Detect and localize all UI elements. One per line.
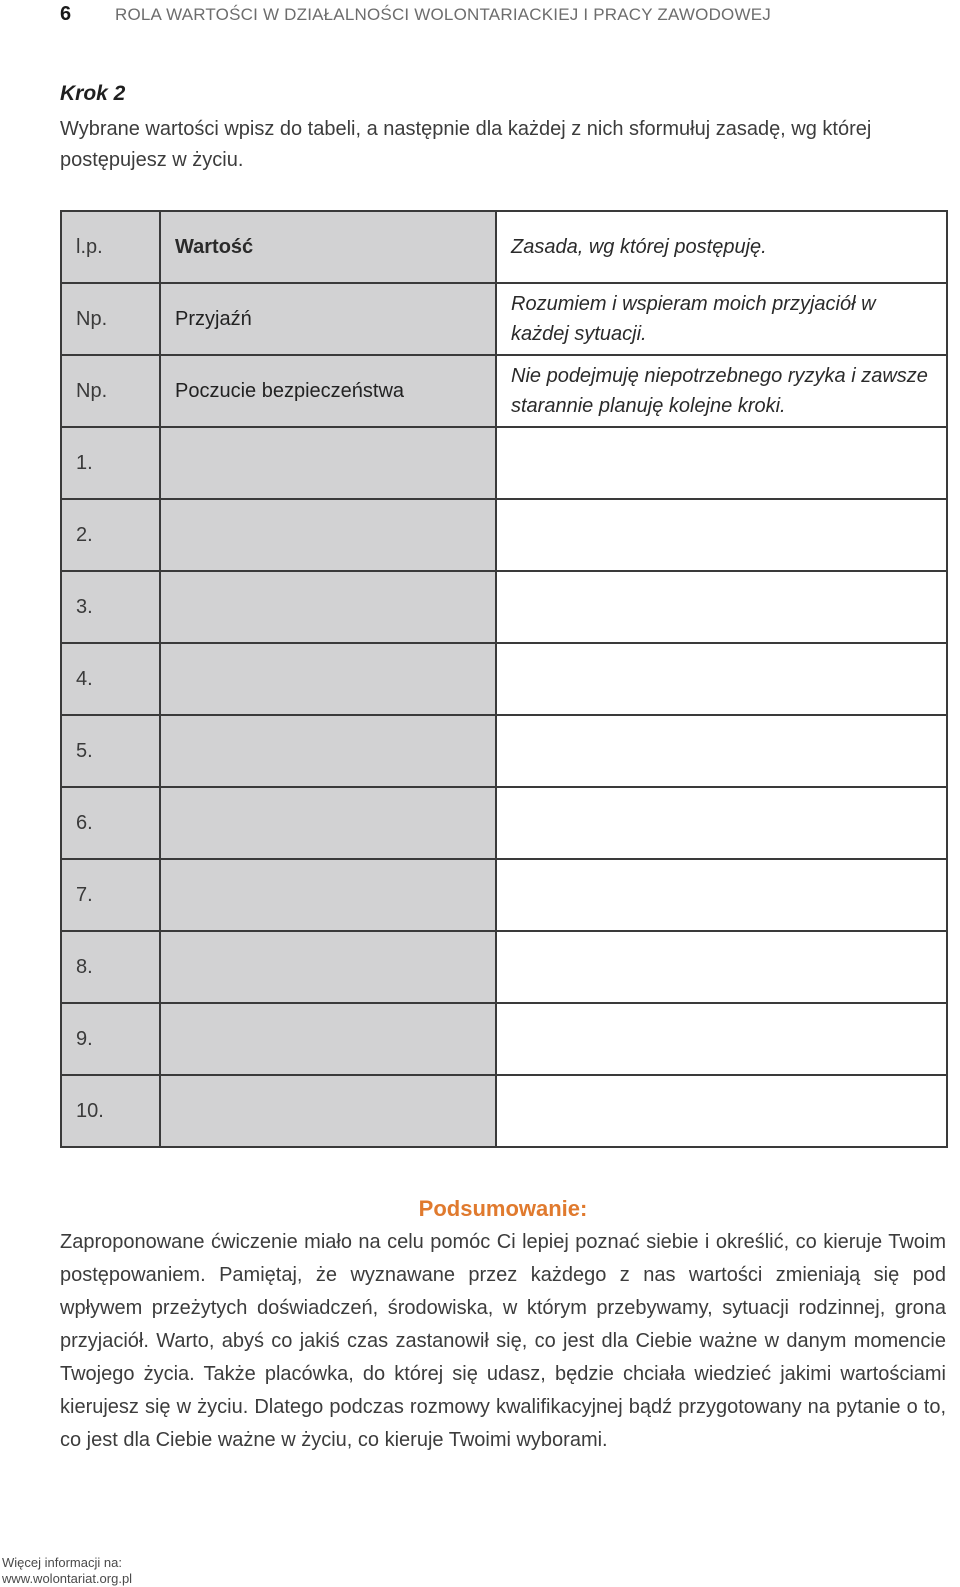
row-number: 9.: [61, 1003, 160, 1075]
table-row: [61, 787, 947, 859]
step-title: Krok 2: [60, 82, 126, 105]
row-number: 7.: [61, 859, 160, 931]
footer-label: Więcej informacji na:: [2, 1555, 122, 1570]
example-rule: Rozumiem i wspieram moich przyjaciół w każdej sytuacji.: [496, 283, 947, 355]
rule-cell[interactable]: [496, 1003, 947, 1075]
page-header: [60, 3, 940, 27]
rule-cell[interactable]: [496, 1075, 947, 1147]
value-cell[interactable]: [160, 859, 496, 931]
summary-title: Podsumowanie:: [418, 1196, 588, 1221]
example-row: [61, 355, 947, 427]
page-number: 6: [60, 3, 72, 25]
rule-cell[interactable]: [496, 931, 947, 1003]
row-number: 2.: [61, 499, 160, 571]
row-number: 1.: [61, 427, 160, 499]
value-cell[interactable]: [160, 643, 496, 715]
example-lp: Np.: [61, 283, 160, 355]
rule-cell[interactable]: [496, 715, 947, 787]
example-value: Przyjaźń: [160, 283, 496, 355]
running-header-title: ROLA WARTOŚCI W DZIAŁALNOŚCI WOLONTARIACKIEJ I PRACY ZAWODOWEJ: [115, 5, 771, 24]
example-value: Poczucie bezpieczeństwa: [160, 355, 496, 427]
value-cell[interactable]: [160, 787, 496, 859]
value-cell[interactable]: [160, 499, 496, 571]
table-row: [61, 859, 947, 931]
rule-cell[interactable]: [496, 571, 947, 643]
table-row: [61, 499, 947, 571]
rule-cell[interactable]: [496, 499, 947, 571]
value-cell[interactable]: [160, 1075, 496, 1147]
value-cell[interactable]: [160, 931, 496, 1003]
example-row: [61, 283, 947, 355]
table-row: [61, 931, 947, 1003]
footer-link[interactable]: www.wolontariat.org.pl: [2, 1571, 133, 1586]
row-number: 10.: [61, 1075, 160, 1147]
table-row: [61, 427, 947, 499]
row-number: 6.: [61, 787, 160, 859]
value-cell[interactable]: [160, 1003, 496, 1075]
step-instructions: Wybrane wartości wpisz do tabeli, a następnie dla każdej z nich sformułuj zasadę, wg której postępujesz w życiu.: [60, 118, 872, 171]
example-rule: Nie podejmuję niepotrzebnego ryzyka i zawsze starannie planuję kolejne kroki.: [496, 355, 947, 427]
value-cell[interactable]: [160, 571, 496, 643]
table-row: [61, 643, 947, 715]
rule-cell[interactable]: [496, 859, 947, 931]
values-table: [60, 210, 948, 1148]
row-number: 4.: [61, 643, 160, 715]
header-lp: l.p.: [61, 211, 160, 283]
row-number: 5.: [61, 715, 160, 787]
row-number: 8.: [61, 931, 160, 1003]
rule-cell[interactable]: [496, 643, 947, 715]
value-cell[interactable]: [160, 715, 496, 787]
example-lp: Np.: [61, 355, 160, 427]
header-rule: Zasada, wg której postępuję.: [496, 211, 947, 283]
table-row: [61, 1003, 947, 1075]
table-header-row: [61, 211, 947, 283]
rule-cell[interactable]: [496, 787, 947, 859]
value-cell[interactable]: [160, 427, 496, 499]
rule-cell[interactable]: [496, 427, 947, 499]
row-number: 3.: [61, 571, 160, 643]
summary-text: Zaproponowane ćwiczenie miało na celu pomóc Ci lepiej poznać siebie i określić, co kieruje Twoim postępowaniem. Pamiętaj, że wyznawane przez każdego z nas wartości zmieniają się pod wpływem przeżytych doświadczeń, środowiska, w którym przebywamy, sytuacji rodzinnej, grona przyjaciół. Warto, abyś co jakiś czas zastanowił się, co jest dla Ciebie ważne w danym momencie Twojego życia. Także placówka, do której się udasz, będzie chciała wiedzieć jakimi wartościami kierujesz się w życiu. Dlatego podczas rozmowy kwalifikacyjnej bądź przygotowany na pytanie o to, co jest dla Ciebie ważne w życiu, co kieruje Twoimi wyborami.: [60, 1231, 946, 1451]
table-row: [61, 715, 947, 787]
table-row: [61, 1075, 947, 1147]
table-row: [61, 571, 947, 643]
footer: [2, 1555, 132, 1587]
header-value: Wartość: [160, 211, 496, 283]
